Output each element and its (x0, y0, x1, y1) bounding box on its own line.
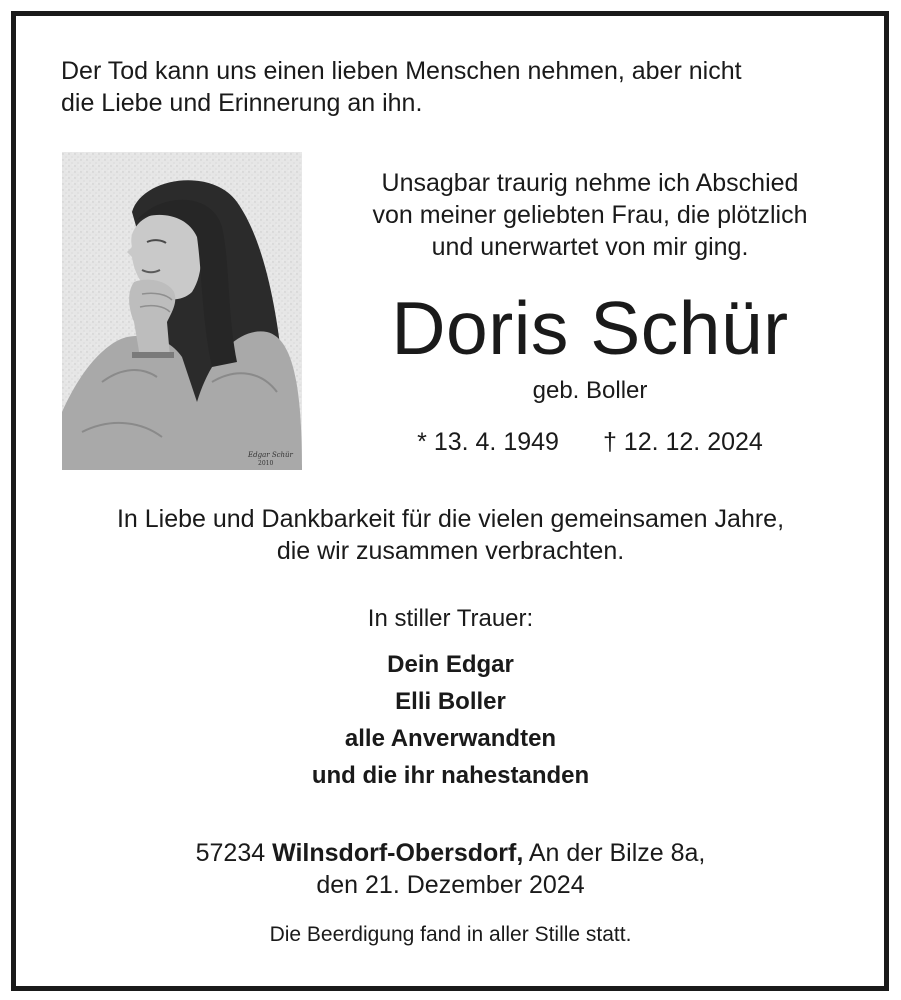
portrait-drawing-icon (62, 152, 302, 470)
town-name: Wilnsdorf-Obersdorf, (272, 839, 524, 867)
mourner-name: Elli Boller (395, 688, 506, 715)
motto-line-1: Der Tod kann uns einen lieben Menschen nehmen, aber nicht (61, 57, 742, 85)
birth-date: * 13. 4. 1949 (417, 428, 559, 456)
life-dates (330, 426, 850, 458)
maiden-name: geb. Boller (532, 377, 648, 404)
farewell-text (330, 167, 850, 263)
portrait-image (62, 152, 302, 470)
deceased-name: Doris Schür (391, 286, 789, 370)
street-address: An der Bilze 8a, (528, 839, 706, 867)
motto (61, 55, 861, 119)
mourner-name: Dein Edgar (387, 651, 514, 678)
mourners-list (0, 646, 901, 794)
portrait-signature: Edgar Schür (248, 451, 293, 459)
portrait-signature-year: 2010 (258, 460, 274, 467)
farewell-line-3: und unerwartet von mir ging. (431, 233, 749, 261)
gratitude-text (0, 503, 901, 567)
gratitude-line-2: die wir zusammen verbrachten. (276, 537, 625, 565)
motto-line-2: die Liebe und Erinnerung an ihn. (61, 89, 423, 117)
mourner-name: alle Anverwandten (344, 725, 557, 752)
farewell-line-2: von meiner geliebten Frau, die plötzlich (372, 201, 808, 229)
funeral-note: Die Beerdigung fand in aller Stille statt. (269, 923, 632, 946)
notice-date: den 21. Dezember 2024 (316, 871, 585, 899)
postal-code: 57234 (195, 839, 266, 867)
mourning-intro: In stiller Trauer: (367, 605, 534, 632)
death-date: † 12. 12. 2024 (602, 428, 763, 456)
gratitude-line-1: In Liebe und Dankbarkeit für die vielen gemeinsamen Jahre, (116, 505, 785, 533)
mourner-name: und die ihr nahestanden (311, 762, 590, 789)
address-block (0, 837, 901, 901)
farewell-line-1: Unsagbar traurig nehme ich Abschied (381, 169, 799, 197)
